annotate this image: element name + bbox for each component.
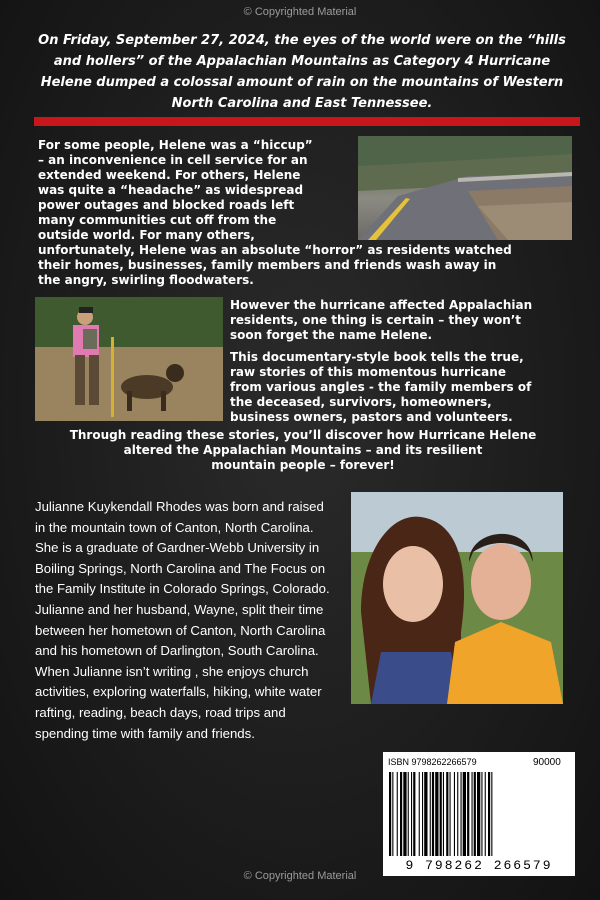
isbn-digits: 9 798262 266579	[405, 858, 553, 873]
price-code: 90000	[533, 757, 561, 768]
blurb-paragraph-3: This documentary-style book tells the true, raw stories of this momentous hurricane from various angles - the family members of the deceased, survivors, homeowners, business owners, pastors and volunteers.	[230, 350, 532, 424]
blurb-paragraph-2: However the hurricane affected Appalachian residents, one thing is certain – they won’t soon forget the name Helene.	[230, 298, 533, 342]
blurb-paragraph-4: Through reading these stories, you’ll discover how Hurricane Helene altered the Appalachian Mountains – and its resilient mountain people – forever!	[69, 428, 537, 472]
isbn-barcode	[383, 752, 575, 876]
author-bio: Julianne Kuykendall Rhodes was born and raised in the mountain town of Canton, North Carolina. She is a graduate of Gardner-Webb University in Boiling Springs, North Carolina and The Focus on the Family Institute in Colorado Springs, Colorado. Julianne and her husband, Wayne, split their time between her hometown of Canton, North Carolina and his hometown of Darlington, South Carolina. When Julianne isn’t writing , she enjoys church activities, exploring waterfalls, hiking, white water rafting, reading, beach days, road trips and spending time with family and friends.	[35, 499, 330, 741]
watermark-top: © Copyrighted Material	[243, 6, 357, 18]
watermark-bottom: © Copyrighted Material	[243, 870, 357, 882]
author-photo	[351, 492, 563, 704]
red-divider	[34, 117, 580, 126]
barcode-bars	[389, 772, 569, 856]
rescue-worker-dog-photo	[35, 297, 223, 421]
isbn-label: ISBN 9798262266579	[388, 757, 477, 767]
blurb-paragraph-1: For some people, Helene was a “hiccup” – an inconvenience in cell service for an extended weekend. For others, Helene was quite a “headache” as widespread power outages and blocked roads left many communities cut off from the outside world. For many others, unfortunately, Helene was an absolute “horror” as residents watched their homes, businesses, family members and friends wash away in the angry, swirling floodwaters.	[38, 138, 512, 287]
intro-text: On Friday, September 27, 2024, the eyes of the world were on the “hills and hollers” of the Appalachian Mountains as Category 4 Hurricane Helene dumped a colossal amount of rain on the mountains of Western North Carolina and East Tennessee.	[38, 33, 566, 111]
